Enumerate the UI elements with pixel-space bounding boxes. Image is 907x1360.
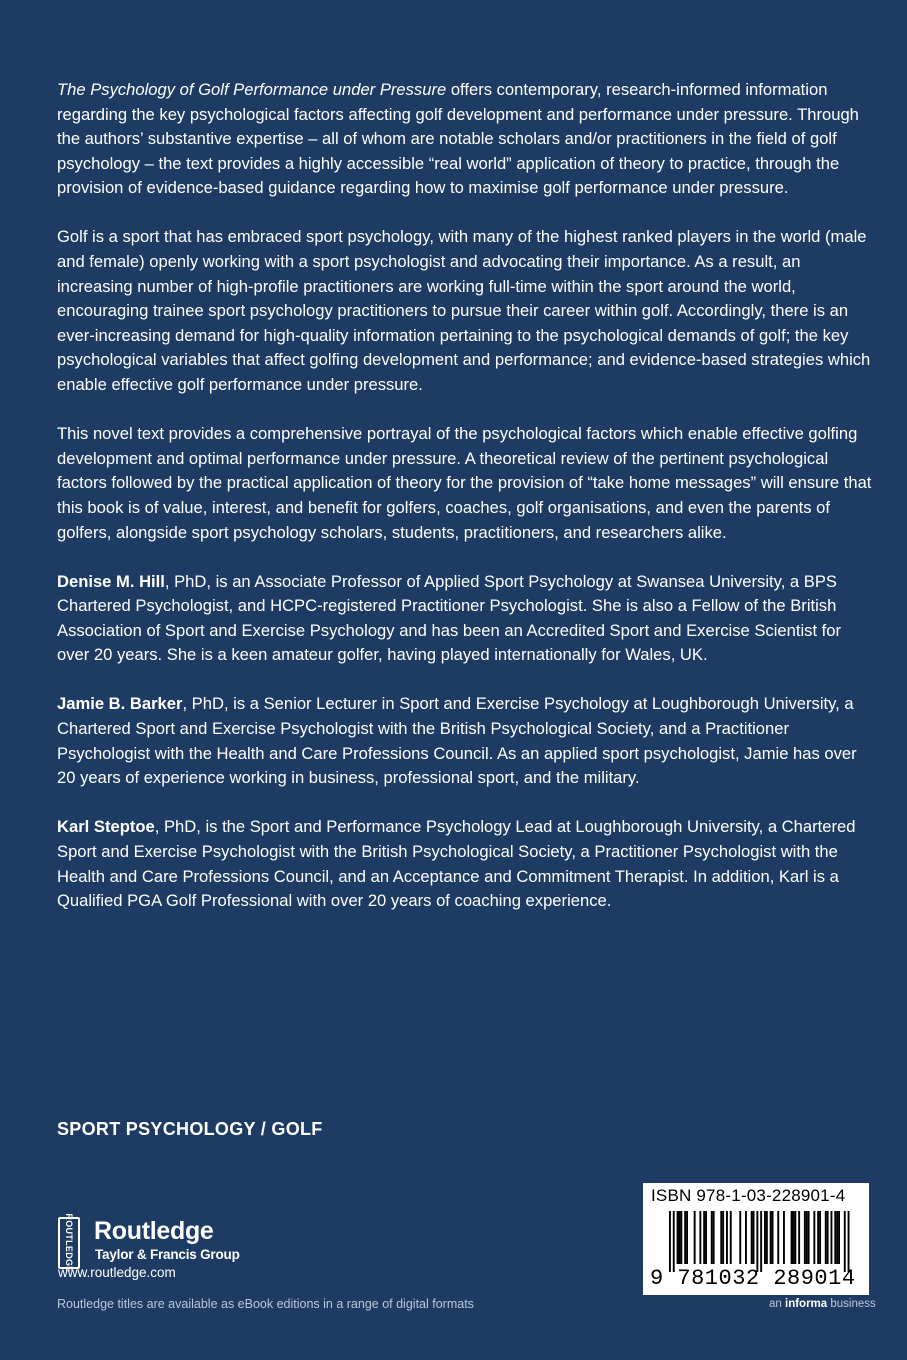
subject-category: SPORT PSYCHOLOGY / GOLF (57, 1119, 323, 1139)
barcode-bar (838, 1211, 840, 1264)
description-paragraph-3: This novel text provides a comprehensive portrayal of the psychological factors which enable effective golfing development and optimal performance under pressure. A theoretical review of the pertinent psychological factors followed by the practical application of theory for the provision of “take home messages” will ensure that this book is of value, interest, and benefit for golfers, coaches, golf organisations, and even the parents of golfers, alongside sport psychology scholars, students, practitioners, and researchers alike. (57, 424, 872, 542)
barcode-digits: 9 781032 289014 (650, 1266, 856, 1291)
author-name: Karl Steptoe (57, 817, 155, 837)
description-paragraph-1-text: offers contemporary, research-informed information regarding the key psychological factors affecting golf development and performance under pressure. Through the authors’ substantive expertise – all of whom are notable scholars and/or practitioners in the field of golf psychology – the text provides a highly accessible “real world” application of theory to practice, through the provision of evidence-based guidance regarding how to maximise golf performance under pressure. (57, 80, 859, 198)
barcode-bar (699, 1211, 701, 1264)
barcode-bar (753, 1211, 755, 1264)
barcode-bar (730, 1211, 732, 1264)
barcode-bar (806, 1211, 808, 1264)
barcode-bar (764, 1211, 766, 1264)
barcode-bar (836, 1211, 838, 1264)
informa-tagline: an informa business (769, 1298, 876, 1310)
barcode-bar (772, 1211, 774, 1264)
barcode-bar (713, 1211, 715, 1264)
barcode-bar (808, 1211, 810, 1264)
barcode-bar (834, 1211, 836, 1264)
barcode-bar (677, 1211, 679, 1264)
barcode-bar (684, 1211, 686, 1264)
isbn-label: ISBN 978-1-03-228901-4 (651, 1186, 846, 1205)
barcode-bar (770, 1211, 772, 1264)
barcode-bar (794, 1211, 796, 1264)
barcode-bar (827, 1211, 829, 1264)
barcode-bar (679, 1211, 681, 1264)
author-bio-barker (57, 692, 873, 790)
publisher-group: Taylor & Francis Group (95, 1247, 240, 1262)
barcode-bar (705, 1211, 707, 1264)
author-bio-text: , PhD, is a Senior Lecturer in Sport and Exercise Psychology at Loughborough University, a Chartered Sport and Exercise Psychologist with the British Psychological Society, and a Practitioner Psychologist with the Health and Care Professions Council. As an applied sport psychologist, Jamie has over 20 years of experience working in business, professional sport, and the military. (57, 694, 857, 788)
barcode-bar (798, 1211, 800, 1264)
author-bio-hill (57, 570, 873, 668)
barcode-bar (751, 1211, 753, 1264)
barcode-bar (804, 1211, 806, 1264)
barcode-bar (831, 1211, 833, 1264)
author-bio-steptoe (57, 815, 873, 913)
blurb-text (57, 78, 873, 938)
book-title: The Psychology of Golf Performance under Pressure (57, 80, 447, 99)
barcode-bar (703, 1211, 705, 1264)
barcode-bar (791, 1211, 793, 1264)
barcode-bar (777, 1211, 779, 1264)
barcode-bar (711, 1211, 713, 1264)
author-bio-text: , PhD, is an Associate Professor of Applied Sport Psychology at Swansea University, a BPS Chartered Psychologist, and HCPC-registered Practitioner Psychologist. She is also a Fellow of the British Association of Sport and Exercise Psychology and has been an Accredited Sport and Exercise Scientist for over 20 years. She is a keen amateur golfer, having played internationally for Wales, UK. (57, 571, 842, 665)
isbn-barcode (643, 1183, 869, 1295)
barcode-bar (817, 1211, 819, 1264)
barcode-bar (680, 1211, 682, 1264)
author-bio-text: , PhD, is the Sport and Performance Psychology Lead at Loughborough University, a Chartered Sport and Exercise Psychologist with the British Psychological Society, a Practitioner Psychologist with the Health and Care Professions Council, and an Acceptance and Commitment Therapist. In addition, Karl is a Qualified PGA Golf Professional with over 20 years of coaching experience. (57, 817, 856, 911)
barcode-guard-bar (848, 1211, 850, 1272)
author-name: Denise M. Hill (57, 571, 165, 591)
barcode-bar (745, 1211, 747, 1264)
barcode-bar (694, 1211, 696, 1264)
description-paragraph-2: Golf is a sport that has embraced sport psychology, with many of the highest ranked players in the world (male and female) openly working with a sport psychologist and advocating their importance. As a result, an increasing number of high-profile practitioners are working full-time within the sport around the world, encouraging trainee sport psychology practitioners to pursue their career within golf. Accordingly, there is an ever-increasing demand for high-quality information pertaining to the psychological demands of golf; the key psychological variables that affect golfing development and performance; and evidence-based strategies which enable effective golf performance under pressure. (57, 227, 871, 395)
barcode-bar (686, 1211, 688, 1264)
barcode-bar (739, 1211, 741, 1264)
barcode-guard-bar (756, 1211, 758, 1272)
barcode-guard-bar (760, 1211, 762, 1272)
barcode-guard-bar (673, 1211, 675, 1272)
barcode-bar (783, 1211, 785, 1264)
barcode-bar (813, 1211, 815, 1264)
barcode-bar (825, 1211, 827, 1264)
barcode-bar (766, 1211, 768, 1264)
routledge-mark-icon: ROUTLEDGE (58, 1217, 80, 1269)
barcode-bar (726, 1211, 728, 1264)
barcode-bar (819, 1211, 821, 1264)
barcode-bar (720, 1211, 722, 1264)
author-name: Jamie B. Barker (57, 694, 183, 714)
barcode-guard-bar (844, 1211, 846, 1272)
barcode-bar (722, 1211, 724, 1264)
barcode-bar (793, 1211, 795, 1264)
description-paragraph-1 (57, 78, 873, 201)
publisher-website: www.routledge.com (58, 1265, 176, 1280)
ebook-note: Routledge titles are available as eBook editions in a range of digital formats (57, 1297, 474, 1311)
barcode-guard-bar (669, 1211, 671, 1272)
publisher-name: Routledge (94, 1217, 214, 1245)
informa-brand: informa (785, 1298, 828, 1310)
